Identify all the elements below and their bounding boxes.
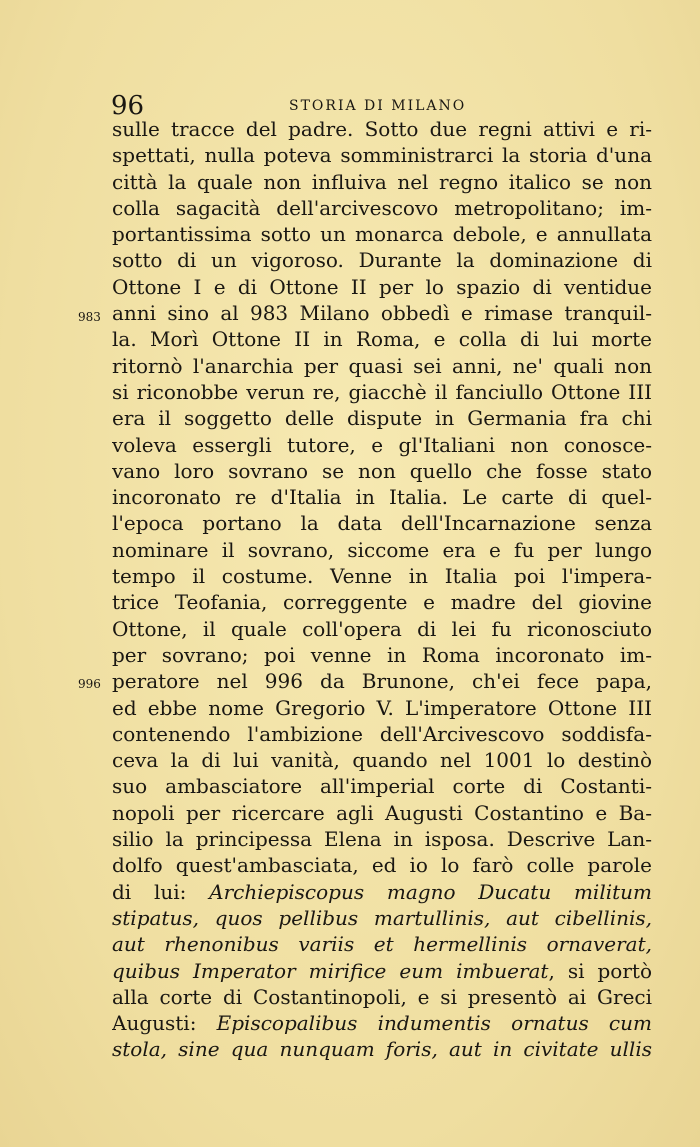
text-line: era il soggetto delle dispute in Germania fra chi — [112, 406, 652, 431]
text-line: sotto di un vigoroso. Durante la dominazione di — [112, 248, 652, 273]
latin-quote: Episcopalibus indumentis ornatus cum — [216, 1011, 652, 1036]
text-line — [112, 958, 652, 984]
text-line: portantissima sotto un monarca debole, e annullata — [112, 222, 652, 247]
text-line: ed ebbe nome Gregorio V. L'imperatore Ottone III — [112, 695, 652, 720]
text-line: ceva la di lui vanità, quando nel 1001 lo destinò — [112, 748, 652, 773]
text-line — [112, 879, 652, 905]
text-line: incoronato re d'Italia in Italia. Le carte di quel- — [112, 485, 652, 510]
latin-quote-line: aut rhenonibus variis et hermellinis ornaverat, — [112, 932, 652, 957]
latin-quote-line: stola, sine qua nunquam foris, aut in civitate ullis — [112, 1037, 652, 1062]
text-line: ritornò l'anarchia per quasi sei anni, ne' quali non — [112, 353, 652, 378]
text-line: peratore nel 996 da Brunone, ch'ei fece papa, — [112, 669, 652, 694]
margin-year-note: 996 — [78, 677, 101, 691]
text-line: tempo il costume. Venne in Italia poi l'impera- — [112, 564, 652, 589]
latin-quote: Archiepiscopus magno Ducatu militum — [209, 879, 652, 904]
text-segment: di lui: — [112, 879, 210, 904]
running-head: STORIA DI MILANO — [289, 98, 467, 114]
text-segment: , si portò — [548, 958, 652, 983]
text-line: la. Morì Ottone II in Roma, e colla di lui morte — [112, 327, 652, 352]
text-line: trice Teofania, correggente e madre del giovine — [112, 590, 652, 615]
text-segment: Augusti: — [112, 1011, 217, 1036]
latin-quote-line: stipatus, quos pellibus martullinis, aut cibellinis, — [112, 905, 652, 930]
text-line: Ottone I e di Ottone II per lo spazio di ventidue — [112, 274, 652, 299]
latin-quote: quibus Imperator mirifice eum imbuerat — [112, 958, 549, 983]
text-line: suo ambasciatore all'imperial corte di Costanti- — [112, 774, 652, 799]
body-text — [112, 116, 652, 1063]
text-line: colla sagacità dell'arcivescovo metropolitano; im- — [112, 195, 652, 220]
text-line: per sovrano; poi venne in Roma incoronato im- — [112, 642, 652, 667]
text-line: sulle tracce del padre. Sotto due regni attivi e ri- — [112, 117, 652, 141]
text-line: vano loro sovrano se non quello che fosse stato — [112, 458, 652, 483]
text-line: voleva essergli tutore, e gl'Italiani non conosce- — [112, 432, 652, 457]
text-line: nopoli per ricercare agli Augusti Costantino e Ba- — [112, 800, 652, 825]
text-line — [112, 1010, 652, 1036]
text-line: nominare il sovrano, siccome era e fu per lungo — [112, 537, 652, 562]
page-number: 96 — [111, 91, 145, 121]
text-line: dolfo quest'ambasciata, ed io lo farò colle parole — [112, 853, 652, 878]
text-line: alla corte di Costantinopoli, e si presentò ai Greci — [112, 984, 652, 1009]
text-line: anni sino al 983 Milano obbedì e rimase tranquil- — [112, 301, 652, 326]
text-line: Ottone, il quale coll'opera di lei fu riconosciuto — [112, 616, 652, 641]
text-line: spettati, nulla poteva somministrarci la storia d'una — [112, 143, 652, 168]
text-line: si riconobbe verun re, giacchè il fanciullo Ottone III — [112, 379, 652, 404]
margin-year-note: 983 — [78, 310, 101, 324]
text-line: l'epoca portano la data dell'Incarnazione senza — [112, 511, 652, 536]
text-line: città la quale non influiva nel regno italico se non — [112, 169, 652, 194]
text-line: contenendo l'ambizione dell'Arcivescovo soddisfa- — [112, 721, 652, 746]
text-line: silio la principessa Elena in isposa. Descrive Lan- — [112, 827, 652, 852]
